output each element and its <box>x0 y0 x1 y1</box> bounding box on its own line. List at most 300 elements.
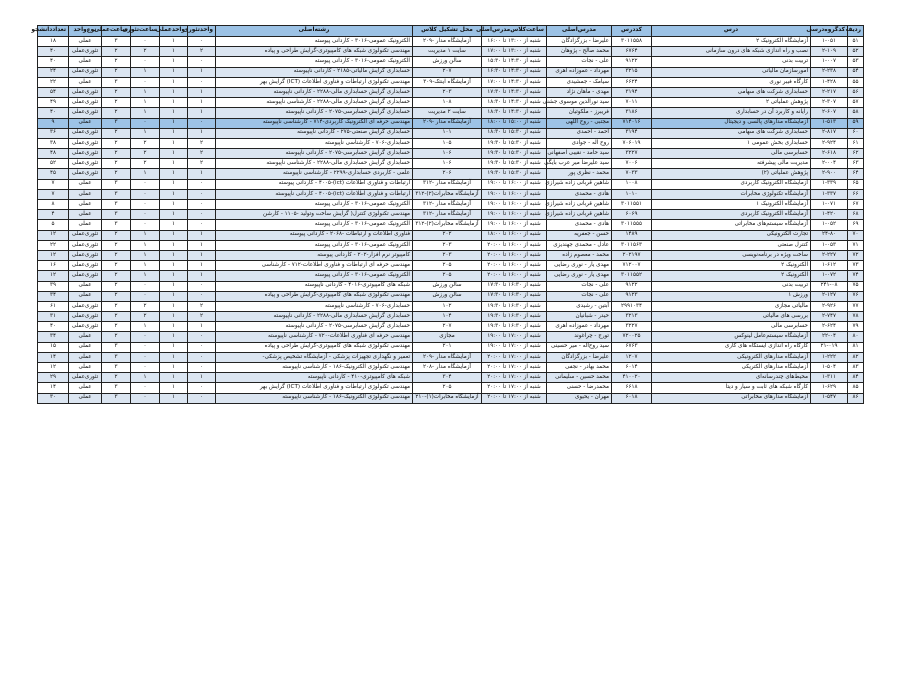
cell-theory-hours: ۰ <box>131 200 160 210</box>
cell-student-count: ۳۰ <box>38 393 69 403</box>
cell-practical-units: ۱ <box>160 363 188 373</box>
cell-theory-hours: ۰ <box>131 332 160 342</box>
header-major: رشته‌اصلی <box>216 26 413 37</box>
cell-theory-hours: ۲ <box>131 138 160 148</box>
table-row <box>38 159 864 169</box>
header-course-code: کددرس <box>612 26 652 37</box>
table-row <box>38 281 864 291</box>
cell-course-name: حسابداری شرکت های سهامی <box>652 128 811 138</box>
cell-practical-hours: ۲ <box>102 87 131 97</box>
cell-course-group-code: ۱-۳۳۷ <box>811 189 848 199</box>
cell-course-code: ۲۹۹۱۰۳۴ <box>612 301 652 311</box>
cell-class-location: سالن ورزش <box>413 57 482 67</box>
cell-student-count: ۱۲ <box>38 363 69 373</box>
cell-row-number: ۷۴ <box>848 271 864 281</box>
cell-course-name: مالیاتی مجازی <box>652 301 811 311</box>
cell-course-code: ۶۰۱۴ <box>612 363 652 373</box>
cell-class-location: ۲۰۳ <box>413 250 482 260</box>
cell-row-number: ۶۳ <box>848 159 864 169</box>
cell-class-location: آزمایشگاه مخابرات(۱)-۲۱۰ <box>413 393 482 403</box>
cell-class-location: ۲۰۵ <box>413 261 482 271</box>
header-row <box>38 26 864 37</box>
cell-main-instructor: محمد - نظری پور <box>547 169 612 179</box>
cell-practical-units: ۱ <box>160 352 188 362</box>
cell-course-name: امورسازمان مالیاتی <box>652 67 811 77</box>
cell-practical-units: ۱ <box>160 342 188 352</box>
cell-row-number: ۶۱ <box>848 138 864 148</box>
cell-theory-hours: ۰ <box>131 189 160 199</box>
cell-practical-hours: ۲ <box>102 332 131 342</box>
cell-course-name: ساخت ویژه در برنامه‌نویسی <box>652 250 811 260</box>
cell-unit-type: عملی <box>69 363 102 373</box>
cell-course-group-code: ۱-۵۱۳ <box>811 118 848 128</box>
cell-course-name: حسابداری بخش عمومی ۱ <box>652 138 811 148</box>
table-row <box>38 108 864 118</box>
cell-practical-hours: ۲ <box>102 373 131 383</box>
cell-practical-hours: ۲ <box>102 250 131 260</box>
cell-practical-hours: ۳ <box>102 77 131 87</box>
cell-course-group-code: ۲-۲۲۷ <box>811 250 848 260</box>
cell-major: مهندسی تکنولوژی شبکه های کامپیوتری-گرایش طراحی و پیاده <box>216 291 413 301</box>
cell-main-instructor: سید علیرضا میر عرب بایگی <box>547 159 612 169</box>
cell-theory-hours: ۱ <box>131 271 160 281</box>
cell-class-time: شنبه از ۱۶:۰۰ تا ۲۰:۰۰ <box>482 271 547 281</box>
cell-course-name: آزمایشگاه الکترونیک کاربردی <box>652 210 811 220</box>
cell-course-code: ۶۷۶۴ <box>612 47 652 57</box>
cell-course-group-code: ۱-۶۲۹ <box>811 383 848 393</box>
cell-practical-hours: ۲ <box>102 108 131 118</box>
cell-major: الکترونیک عمومی-۳۰۱۶ - کاردانی پیوسته <box>216 240 413 250</box>
cell-course-code: ۷۰۳۳ <box>612 169 652 179</box>
cell-course-code: ۳۲۲۷ <box>612 149 652 159</box>
table-row <box>38 138 864 148</box>
cell-practical-units: ۱ <box>160 301 188 311</box>
cell-course-name: آزمایشگاه سیستم‌عامل لینوکس <box>652 332 811 342</box>
cell-course-name: حسابرسی مالی <box>652 322 811 332</box>
cell-row-number: ۷۵ <box>848 281 864 291</box>
cell-main-instructor: روح اله - جوادی <box>547 138 612 148</box>
cell-course-code: ۱۴۸۹ <box>612 230 652 240</box>
cell-unit-type: عملی <box>69 291 102 301</box>
cell-student-count: ۳۱ <box>38 312 69 322</box>
cell-class-time: شنبه از ۱۶:۳۰ تا ۱۷:۳۰ <box>482 291 547 301</box>
cell-course-group-code: ۲۱-۰۱۹ <box>811 342 848 352</box>
cell-course-code: ۳۰۱۱۵۵۱ <box>612 200 652 210</box>
cell-row-number: ۸۳ <box>848 363 864 373</box>
cell-theory-hours: ۰ <box>131 210 160 220</box>
cell-main-instructor: هادی - محمدی <box>547 189 612 199</box>
cell-course-code: ۳۰۱۱۵۵۸ <box>612 37 652 47</box>
cell-practical-hours: ۲ <box>102 138 131 148</box>
cell-class-location: ۱۰۴ <box>413 312 482 322</box>
cell-major: مهندسی تکنولوژی شبکه های کامپیوتری-گرایش طراحی و پیاده <box>216 342 413 352</box>
cell-class-location: ۲۰۳ <box>413 87 482 97</box>
cell-course-code: ۳۲۱۵ <box>612 67 652 77</box>
cell-theory-units: ۱ <box>188 128 216 138</box>
cell-class-location: ۲۰۲ <box>413 230 482 240</box>
cell-class-time: شنبه از ۱۳:۰۰ تا ۱۷:۰۰ <box>482 47 547 57</box>
cell-practical-hours: ۳ <box>102 393 131 403</box>
table-row <box>38 149 864 159</box>
cell-course-code: ۷۰۱۱ <box>612 98 652 108</box>
cell-theory-units: ۱ <box>188 322 216 332</box>
cell-class-location: آزمایشگاه مدار -۳۱۲ <box>413 200 482 210</box>
cell-course-name: آزمایشگاه الکترونیک ۱ <box>652 200 811 210</box>
cell-theory-hours: ۱ <box>131 87 160 97</box>
cell-theory-hours: ۰ <box>131 291 160 301</box>
cell-student-count: ۴۵ <box>38 169 69 179</box>
table-row <box>38 189 864 199</box>
cell-course-name: آزمایشگاه مدارهای الکترونیکی <box>652 352 811 362</box>
cell-major: شبکه های کامپیوتری-۴۱۰ - کاردانی ناپیوسته <box>216 373 413 383</box>
cell-theory-units: ۰ <box>188 342 216 352</box>
cell-class-time: شنبه از ۱۶:۰۰ تا ۲۰:۰۰ <box>482 261 547 271</box>
cell-main-instructor: مهران - یحیوی <box>547 393 612 403</box>
cell-theory-hours: ۰ <box>131 281 160 291</box>
cell-class-time: شنبه از ۱۵:۳۰ تا ۱۸:۳۰ <box>482 128 547 138</box>
cell-row-number: ۶۲ <box>848 149 864 159</box>
cell-main-instructor: عادل - محمدی جهندیزی <box>547 240 612 250</box>
cell-major: حسابداری گرایش صنعتی-۲۷۵ - کاردانی ناپیوسته <box>216 128 413 138</box>
cell-theory-hours: ۰ <box>131 342 160 352</box>
cell-practical-units: ۱ <box>160 373 188 383</box>
cell-major: حسابداری گرایش حسابداری مالی-۲۲۸۸ - کارشناسی ناپیوسته <box>216 98 413 108</box>
cell-theory-units: ۱ <box>188 261 216 271</box>
cell-theory-units: ۰ <box>188 332 216 342</box>
cell-practical-units: ۱ <box>160 77 188 87</box>
cell-course-group-code: ۱-۰۵۲ <box>811 220 848 230</box>
cell-practical-hours: ۳ <box>102 189 131 199</box>
cell-course-code: ۶۶۲۴ <box>612 77 652 87</box>
cell-main-instructor: محمدرضا - حسنی <box>547 383 612 393</box>
cell-practical-units: ۱ <box>160 47 188 57</box>
cell-practical-hours: ۳ <box>102 210 131 220</box>
header-course-name: درس <box>652 26 811 37</box>
cell-student-count: ۴ <box>38 210 69 220</box>
cell-unit-type: عملی <box>69 57 102 67</box>
cell-major: مهندسی حرفه ای الکترونیک کاربردی-۷۱۴ - کارشناسی ناپیوسته <box>216 118 413 128</box>
cell-practical-units: ۱ <box>160 67 188 77</box>
cell-practical-units: ۱ <box>160 271 188 281</box>
cell-main-instructor: حسن - جعفریه <box>547 230 612 240</box>
cell-practical-hours: ۲ <box>102 261 131 271</box>
cell-major: مهندسی حرفه ای فناوری اطلاعات-۷۲۰ - کارشناسی ناپیوسته <box>216 332 413 342</box>
cell-main-instructor: محمد - معصوم زاده <box>547 250 612 260</box>
cell-course-code: ۶۰۶۹ <box>612 210 652 220</box>
cell-course-group-code: ۱-۲۲۲ <box>811 352 848 362</box>
cell-course-group-code: ۱-۳۱۱ <box>811 373 848 383</box>
cell-major: حسابداری-۷۰۶ - کارشناسی ناپیوسته <box>216 138 413 148</box>
cell-practical-hours: ۳ <box>102 352 131 362</box>
cell-student-count: ۴۰ <box>38 108 69 118</box>
cell-class-location: سالن ورزش <box>413 291 482 301</box>
cell-practical-units: ۱ <box>160 57 188 67</box>
cell-class-location: آزمایشگاه مدار -۳۱۲ <box>413 210 482 220</box>
cell-course-group-code: ۱-۴۲۰ <box>811 210 848 220</box>
table-body <box>38 37 864 404</box>
cell-class-location: ۳۰۴ <box>413 373 482 383</box>
cell-theory-hours: ۱ <box>131 230 160 240</box>
cell-class-time: شنبه از ۱۶:۰۰ تا ۱۸:۰۰ <box>482 230 547 240</box>
cell-student-count: ۲۹ <box>38 373 69 383</box>
cell-theory-units: ۰ <box>188 37 216 47</box>
header-row-number: ردیف <box>848 26 864 37</box>
cell-course-name: حسابداری شرکت های سهامی <box>652 87 811 97</box>
cell-unit-type: تئوری‌عملی <box>69 169 102 179</box>
cell-row-number: ۵۸ <box>848 108 864 118</box>
cell-student-count: ۱۲ <box>38 230 69 240</box>
cell-course-code: ۴۱۰۰۲۰ <box>612 373 652 383</box>
cell-class-time: شنبه از ۱۶:۳۰ تا ۱۹:۳۰ <box>482 322 547 332</box>
cell-class-location: آزمایشگاه مدار -۲۰۹ <box>413 118 482 128</box>
cell-course-group-code: ۱-۰۵۳ <box>811 240 848 250</box>
cell-theory-hours: ۲ <box>131 47 160 57</box>
cell-theory-units: ۲ <box>188 159 216 169</box>
cell-main-instructor: هادی - محمدی <box>547 220 612 230</box>
cell-theory-hours: ۰ <box>131 57 160 67</box>
cell-unit-type: عملی <box>69 179 102 189</box>
cell-major: علمی - کاربردی حسابداری-۲۲۹۹ - کارشناسی ناپیوسته <box>216 169 413 179</box>
cell-course-group-code: ۲-۲۳۸ <box>811 67 848 77</box>
cell-course-name: آزمایشگاه تکنولوژی مخابرات <box>652 189 811 199</box>
cell-main-instructor: مهرداد - عموزاده اهری <box>547 322 612 332</box>
cell-practical-units: ۱ <box>160 322 188 332</box>
cell-major: حسابداری گرایش حسابرسی-۲۰۷۵ - کاردانی ناپیوسته <box>216 322 413 332</box>
cell-main-instructor: علی - نجات <box>547 281 612 291</box>
cell-row-number: ۶۴ <box>848 169 864 179</box>
cell-main-instructor: شاهین قربانی زاده شیرازی <box>547 179 612 189</box>
cell-student-count: ۶۱ <box>38 301 69 311</box>
cell-practical-units: ۱ <box>160 128 188 138</box>
cell-practical-hours: ۲ <box>102 128 131 138</box>
cell-main-instructor: مجتبی - روح اللهی <box>547 118 612 128</box>
cell-class-time: شنبه از ۱۶:۰۰ تا ۱۹:۰۰ <box>482 220 547 230</box>
cell-theory-hours: ۰ <box>131 118 160 128</box>
cell-class-time: شنبه از ۱۵:۳۰ تا ۱۹:۳۰ <box>482 169 547 179</box>
cell-theory-units: ۲ <box>188 301 216 311</box>
cell-course-code: ۷۰۰۶ <box>612 159 652 169</box>
cell-practical-units: ۱ <box>160 189 188 199</box>
cell-theory-hours: ۱ <box>131 250 160 260</box>
cell-class-time: شنبه از ۱۵:۳۰ تا ۱۹:۳۰ <box>482 159 547 169</box>
cell-row-number: ۸۴ <box>848 373 864 383</box>
cell-course-name: آزمایشگاه مدارهای پالسی و دیجیتال <box>652 118 811 128</box>
cell-major: حسابداری گرایش مالیاتی-۲۱۸۵ - کاردانی ناپیوسته <box>216 67 413 77</box>
cell-theory-units: ۰ <box>188 189 216 199</box>
cell-unit-type: تئوری‌عملی <box>69 271 102 281</box>
cell-student-count: ۱۶ <box>38 261 69 271</box>
cell-practical-units: ۱ <box>160 281 188 291</box>
table-row <box>38 67 864 77</box>
cell-major: الکترونیک عمومی-۳۰۱۶ - کاردانی پیوسته <box>216 271 413 281</box>
cell-unit-type: عملی <box>69 342 102 352</box>
cell-row-number: ۵۴ <box>848 67 864 77</box>
cell-major: فناوری اطلاعات و ارتباطات -۲۰۶۸ - کاردانی پیوسته <box>216 230 413 240</box>
table-row <box>38 77 864 87</box>
cell-student-count: ۵۴ <box>38 87 69 97</box>
cell-student-count: ۵۲ <box>38 159 69 169</box>
cell-row-number: ۷۳ <box>848 261 864 271</box>
cell-major: مهندسی تکنولوژی شبکه های کامپیوتری-گرایش طراحی و پیاده <box>216 47 413 57</box>
cell-practical-hours: ۲ <box>102 159 131 169</box>
table-row <box>38 261 864 271</box>
cell-student-count: ۳۶ <box>38 128 69 138</box>
cell-row-number: ۵۲ <box>848 47 864 57</box>
cell-row-number: ۵۹ <box>848 118 864 128</box>
cell-unit-type: عملی <box>69 37 102 47</box>
cell-row-number: ۷۰ <box>848 230 864 240</box>
cell-practical-hours: ۳ <box>102 200 131 210</box>
cell-course-code: ۶۰۱۸ <box>612 393 652 403</box>
cell-practical-hours: ۲ <box>102 149 131 159</box>
cell-student-count: ۷ <box>38 179 69 189</box>
cell-practical-units: ۱ <box>160 108 188 118</box>
cell-row-number: ۵۶ <box>848 87 864 97</box>
cell-main-instructor: مهدی - ماهان نژاد <box>547 87 612 97</box>
cell-theory-units: ۲ <box>188 149 216 159</box>
table-row <box>38 301 864 311</box>
cell-practical-units: ۱ <box>160 138 188 148</box>
table-row <box>38 250 864 260</box>
cell-theory-hours: ۲ <box>131 301 160 311</box>
class-schedule-table <box>31 25 864 404</box>
cell-class-location: سایت ۱ مدیریت <box>413 47 482 57</box>
cell-major: مهندسی تکنولوژی ارتباطات و فناوری اطلاعات (ICT) گرایش بهر <box>216 383 413 393</box>
cell-class-location: ۲۰۶ <box>413 169 482 179</box>
cell-row-number: ۷۱ <box>848 240 864 250</box>
cell-class-time: شنبه از ۱۴:۳۰ تا ۱۸:۳۰ <box>482 98 547 108</box>
cell-practical-units: ۱ <box>160 261 188 271</box>
cell-student-count: ۳۴ <box>38 291 69 301</box>
cell-practical-hours: ۲ <box>102 312 131 322</box>
cell-main-instructor: علیرضا - بزرگزادگان <box>547 352 612 362</box>
table-row <box>38 291 864 301</box>
schedule-table-container <box>31 25 863 404</box>
table-row <box>38 128 864 138</box>
cell-course-group-code: ۲۲-۰۴ <box>811 332 848 342</box>
table-row <box>38 98 864 108</box>
cell-unit-type: عملی <box>69 281 102 291</box>
cell-student-count: ۴۹ <box>38 98 69 108</box>
cell-practical-hours: ۲ <box>102 322 131 332</box>
cell-unit-type: تئوری‌عملی <box>69 159 102 169</box>
table-row <box>38 352 864 362</box>
table-row <box>38 47 864 57</box>
cell-practical-units: ۱ <box>160 383 188 393</box>
cell-practical-units: ۱ <box>160 312 188 322</box>
cell-theory-units: ۰ <box>188 118 216 128</box>
cell-main-instructor: شاهین قربانی زاده شیرازی <box>547 200 612 210</box>
table-row <box>38 322 864 332</box>
cell-course-code: ۳۰۱۱۵۶۳ <box>612 240 652 250</box>
cell-theory-hours: ۰ <box>131 352 160 362</box>
cell-course-name: آزمایشگاه سیستم‌های مخابراتی <box>652 220 811 230</box>
cell-unit-type: عملی <box>69 200 102 210</box>
cell-course-code: ۶۷۶۳ <box>612 342 652 352</box>
cell-practical-hours: ۲ <box>102 291 131 301</box>
cell-student-count: ۵ <box>38 220 69 230</box>
cell-course-group-code: ۲-۰۰۴ <box>811 159 848 169</box>
cell-major: مهندسی تکنولوژی الکترونیک-۱۸۶ - کارشناسی ناپیوسته <box>216 363 413 373</box>
cell-practical-hours: ۲ <box>102 98 131 108</box>
cell-course-name: پژوهش عملیاتی ۲ <box>652 98 811 108</box>
cell-row-number: ۷۹ <box>848 322 864 332</box>
cell-practical-hours: ۲ <box>102 271 131 281</box>
cell-course-name: کارگاه شبکه های ثابت و سیار و دیتا <box>652 383 811 393</box>
table-row <box>38 312 864 322</box>
cell-class-time: شنبه از ۱۶:۰۰ تا ۲۰:۰۰ <box>482 250 547 260</box>
table-row <box>38 342 864 352</box>
cell-course-code: ۹۱۲۳ <box>612 291 652 301</box>
cell-major: مهندسی تکنولوژی ارتباطات و فناوری اطلاعات (ICT) گرایش بهر <box>216 77 413 87</box>
cell-class-time: شنبه از ۱۷:۰۰ تا ۲۰:۰۰ <box>482 373 547 383</box>
cell-major: حسابداری گرایش حسابداری مالی-۲۲۸۸ - کاردانی ناپیوسته <box>216 312 413 322</box>
header-course-group-code: کدگروه‌درسی <box>811 26 848 37</box>
cell-course-group-code: ۱-۵۴۷ <box>811 393 848 403</box>
cell-class-time: شنبه از ۱۴:۳۰ تا ۱۷:۳۰ <box>482 87 547 97</box>
cell-course-name: الکترونیک ۲ <box>652 271 811 281</box>
table-row <box>38 210 864 220</box>
table-row <box>38 393 864 403</box>
cell-major: الکترونیک عمومی-۳۰۱۶ - کاردانی پیوسته <box>216 37 413 47</box>
cell-practical-hours: ۲ <box>102 67 131 77</box>
cell-practical-units: ۱ <box>160 169 188 179</box>
cell-course-name: مدیریت مالی پیشرفته <box>652 159 811 169</box>
cell-theory-units: ۲ <box>188 138 216 148</box>
cell-major: شبکه های کامپیوتری-۴۰۱۶ - کاردانی ناپیوسته <box>216 281 413 291</box>
cell-course-code: ۳۱۹۴ <box>612 128 652 138</box>
cell-theory-units: ۰ <box>188 383 216 393</box>
cell-unit-type: عملی <box>69 77 102 87</box>
cell-class-location: ۲۰۱ <box>413 342 482 352</box>
cell-row-number: ۶۷ <box>848 200 864 210</box>
cell-theory-hours: ۱ <box>131 67 160 77</box>
cell-course-name: آزمایشگاه مدارهای الکتریکی <box>652 363 811 373</box>
cell-class-location: ۲۰۷ <box>413 67 482 77</box>
table-row <box>38 118 864 128</box>
cell-theory-hours: ۱ <box>131 128 160 138</box>
cell-row-number: ۸۵ <box>848 383 864 393</box>
cell-theory-hours: ۰ <box>131 393 160 403</box>
cell-class-location: آزمایشگاه مخابرات(۲)-۳۱۲ <box>413 220 482 230</box>
cell-theory-units: ۰ <box>188 200 216 210</box>
cell-major: مهندسی حرفه ای ارتباطات و فناوری اطلاعات-۷۱۲ - کارشناسی <box>216 261 413 271</box>
cell-row-number: ۵۵ <box>848 77 864 87</box>
cell-main-instructor: تورج - چراغوند <box>547 332 612 342</box>
cell-class-time: شنبه از ۱۶:۰۰ تا ۱۹:۰۰ <box>482 189 547 199</box>
cell-class-location: ۱۰۸ <box>413 98 482 108</box>
table-row <box>38 57 864 67</box>
cell-course-group-code: ۱-۰۵۱ <box>811 37 848 47</box>
cell-practical-units: ۱ <box>160 393 188 403</box>
cell-practical-units: ۱ <box>160 37 188 47</box>
cell-theory-units: ۱ <box>188 98 216 108</box>
cell-course-name: بررسی های مالیاتی <box>652 312 811 322</box>
cell-course-group-code: ۲۴۱-۰۸ <box>811 281 848 291</box>
cell-theory-units: ۰ <box>188 393 216 403</box>
cell-theory-units: ۱ <box>188 240 216 250</box>
cell-practical-units: ۱ <box>160 291 188 301</box>
cell-course-code: ۷۲۰۰۲۵ <box>612 332 652 342</box>
cell-practical-units: ۱ <box>160 240 188 250</box>
cell-theory-units: ۰ <box>188 57 216 67</box>
cell-theory-units: ۰ <box>188 281 216 291</box>
cell-practical-hours: ۲ <box>102 301 131 311</box>
cell-theory-hours: ۰ <box>131 363 160 373</box>
cell-class-location: آزمایشگاه مدار -۳۱۲ <box>413 179 482 189</box>
cell-unit-type: عملی <box>69 189 102 199</box>
header-practical-units: واحدعملی <box>160 26 188 37</box>
